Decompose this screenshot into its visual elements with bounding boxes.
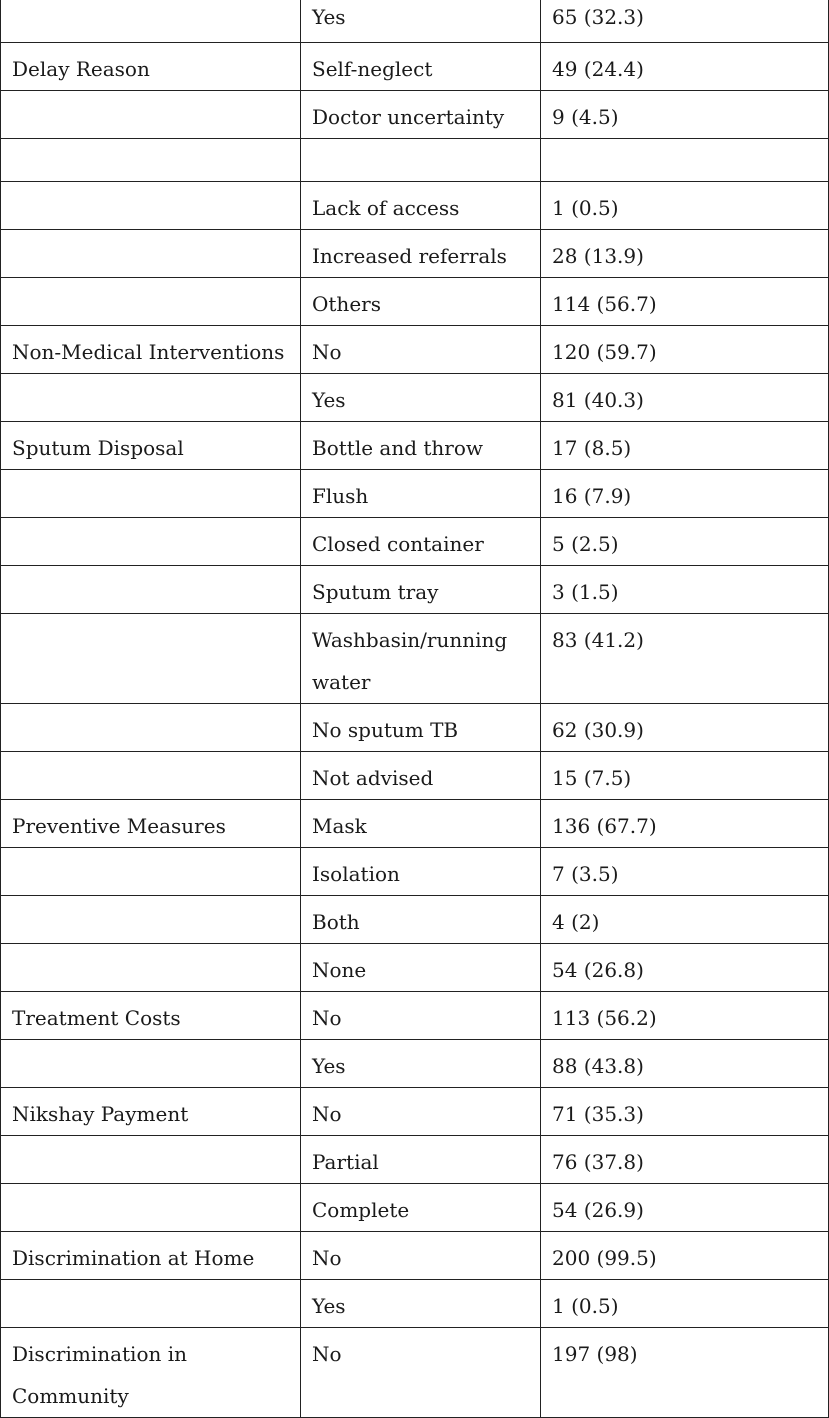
category-cell: Closed container [301,518,541,566]
table-row [1,944,829,992]
value-cell: 17 (8.5) [541,422,829,470]
value-cell: 76 (37.8) [541,1136,829,1184]
table-row [1,139,829,182]
category-cell: Yes [301,374,541,422]
variable-cell [1,518,301,566]
category-cell: Mask [301,800,541,848]
category-cell: Self-neglect [301,43,541,91]
variable-cell: Preventive Measures [1,800,301,848]
category-cell: Not advised [301,752,541,800]
variable-cell: Delay Reason [1,43,301,91]
variable-cell [1,1136,301,1184]
category-cell: Doctor uncertainty [301,91,541,139]
value-cell: 49 (24.4) [541,43,829,91]
table-row [1,1088,829,1136]
value-cell: 136 (67.7) [541,800,829,848]
variable-cell [1,1280,301,1328]
variable-cell [1,1184,301,1232]
variable-cell [1,614,301,704]
value-cell: 65 (32.3) [541,0,829,43]
table-row [1,422,829,470]
category-cell: Yes [301,1280,541,1328]
value-cell: 197 (98) [541,1328,829,1418]
table-row [1,992,829,1040]
table-row [1,704,829,752]
category-cell: No [301,1232,541,1280]
value-cell: 83 (41.2) [541,614,829,704]
category-cell: Isolation [301,848,541,896]
category-cell: Flush [301,470,541,518]
table-row [1,1136,829,1184]
value-cell: 9 (4.5) [541,91,829,139]
table-row [1,326,829,374]
variable-cell [1,230,301,278]
table-row [1,1328,829,1418]
value-cell: 54 (26.8) [541,944,829,992]
table-row [1,91,829,139]
variable-cell [1,944,301,992]
variable-cell [1,1040,301,1088]
variable-cell: Nikshay Payment [1,1088,301,1136]
category-cell: Yes [301,0,541,43]
category-cell: Increased referrals [301,230,541,278]
table-body [1,0,829,1418]
value-cell: 7 (3.5) [541,848,829,896]
value-cell: 120 (59.7) [541,326,829,374]
value-cell: 88 (43.8) [541,1040,829,1088]
table-row [1,374,829,422]
table-row [1,566,829,614]
category-cell: Partial [301,1136,541,1184]
value-cell: 1 (0.5) [541,182,829,230]
table-row [1,43,829,91]
value-cell: 1 (0.5) [541,1280,829,1328]
category-cell: No [301,326,541,374]
value-cell: 3 (1.5) [541,566,829,614]
variable-cell [1,704,301,752]
table-row [1,1040,829,1088]
category-cell: Washbasin/running water [301,614,541,704]
table-row [1,470,829,518]
variable-cell: Non-Medical Interventions [1,326,301,374]
variable-cell: Discrimination in Community [1,1328,301,1418]
variable-cell: Discrimination at Home [1,1232,301,1280]
category-cell: Complete [301,1184,541,1232]
variable-cell: Sputum Disposal [1,422,301,470]
value-cell: 4 (2) [541,896,829,944]
value-cell [541,139,829,182]
table-row [1,1232,829,1280]
variable-cell [1,182,301,230]
category-cell: No [301,1088,541,1136]
category-cell: Others [301,278,541,326]
table-row [1,0,829,43]
table-row [1,182,829,230]
category-cell: Yes [301,1040,541,1088]
table-row [1,848,829,896]
variable-cell [1,896,301,944]
variable-cell [1,848,301,896]
category-cell: No [301,1328,541,1418]
value-cell: 54 (26.9) [541,1184,829,1232]
table-row [1,518,829,566]
category-cell: No sputum TB [301,704,541,752]
value-cell: 5 (2.5) [541,518,829,566]
value-cell: 113 (56.2) [541,992,829,1040]
value-cell: 16 (7.9) [541,470,829,518]
variable-cell [1,278,301,326]
table-row [1,278,829,326]
table-row [1,752,829,800]
table-row [1,230,829,278]
value-cell: 15 (7.5) [541,752,829,800]
category-cell: Bottle and throw [301,422,541,470]
variable-cell [1,374,301,422]
variable-cell: Treatment Costs [1,992,301,1040]
value-cell: 114 (56.7) [541,278,829,326]
category-cell: Lack of access [301,182,541,230]
variable-cell [1,470,301,518]
table-row [1,1280,829,1328]
value-cell: 62 (30.9) [541,704,829,752]
category-cell [301,139,541,182]
table-row [1,1184,829,1232]
value-cell: 71 (35.3) [541,1088,829,1136]
category-cell: No [301,992,541,1040]
variable-cell [1,91,301,139]
table-row [1,614,829,704]
table-row [1,800,829,848]
variable-cell [1,752,301,800]
category-cell: Both [301,896,541,944]
variable-cell [1,139,301,182]
table-row [1,896,829,944]
variable-cell [1,0,301,43]
variable-cell [1,566,301,614]
value-cell: 200 (99.5) [541,1232,829,1280]
value-cell: 81 (40.3) [541,374,829,422]
category-cell: None [301,944,541,992]
value-cell: 28 (13.9) [541,230,829,278]
category-cell: Sputum tray [301,566,541,614]
